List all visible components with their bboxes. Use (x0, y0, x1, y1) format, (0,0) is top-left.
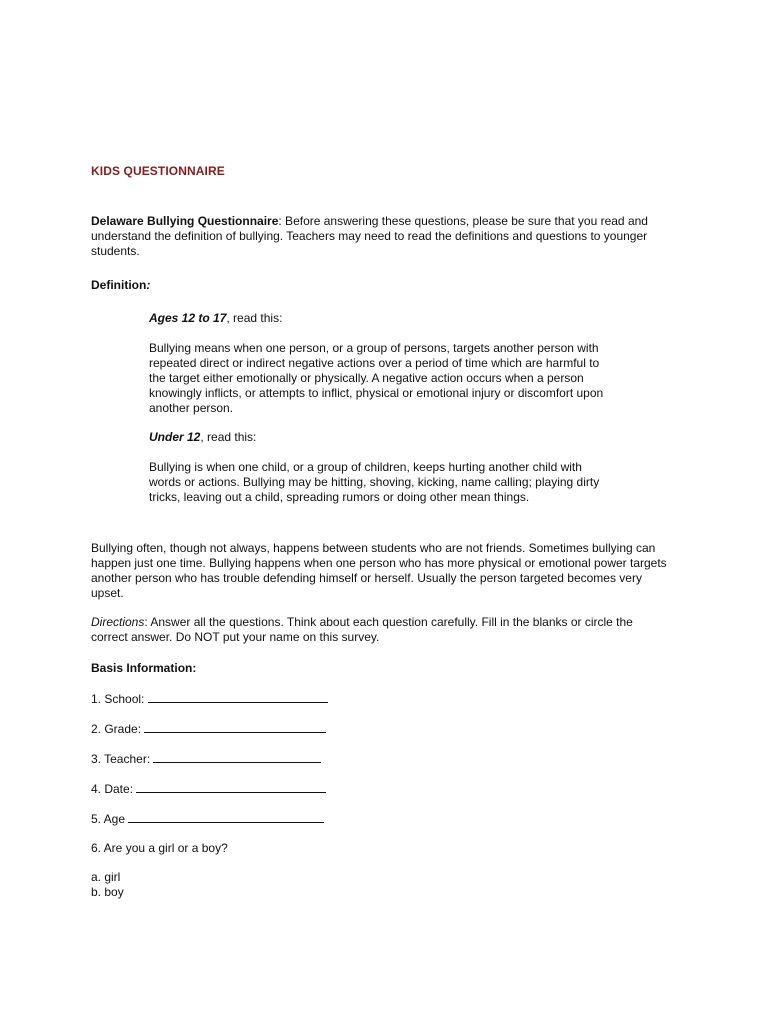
grade-field (91, 721, 326, 737)
ages-12-17-heading (149, 311, 629, 326)
age-field (91, 811, 324, 827)
grade-label: 2. Grade: (91, 722, 145, 736)
ages-12-17-suffix: , read this: (226, 311, 283, 325)
date-field (91, 781, 326, 797)
school-field (91, 691, 328, 707)
age-label: 5. Age (91, 812, 129, 826)
grade-blank[interactable] (144, 721, 326, 733)
under-12-label: Under 12 (149, 430, 201, 444)
directions-label: Directions (91, 615, 145, 629)
definition-colon: : (146, 278, 151, 292)
directions-text: : Answer all the questions. Think about each question carefully. Fill in the blanks or circle the correct answer. Do NOT put your name on this survey. (91, 615, 633, 644)
teacher-blank[interactable] (153, 751, 321, 763)
under-12-definition: Bullying is when one child, or a group of children, keeps hurting another child with words or actions. Bullying may be hitting, shoving, kicking, name calling; playing dirty tricks, leaving out a child, spreading rumors or doing other mean things. (149, 460, 600, 504)
school-label: 1. School: (91, 692, 148, 706)
school-blank[interactable] (148, 691, 328, 703)
definition-heading (91, 278, 150, 293)
date-label: 4. Date: (91, 782, 137, 796)
under-12-suffix: , read this: (200, 430, 257, 444)
date-blank[interactable] (136, 781, 326, 793)
intro-label: Delaware Bullying Questionnaire (91, 214, 279, 228)
teacher-field (91, 751, 321, 767)
intro-paragraph (91, 214, 691, 259)
question-6: 6. Are you a girl or a boy? (91, 841, 228, 855)
age-blank[interactable] (128, 811, 324, 823)
ages-12-17-definition: Bullying means when one person, or a group of persons, targets another person with repeated direct or indirect negative actions over a period of time which are harmful to the target either emotionally or physically. A negative action occurs when a person knowingly inflicts, or attempts to inflict, physical or emotional injury or discomfort upon another person. (149, 341, 604, 415)
directions-paragraph (91, 615, 671, 645)
teacher-label: 3. Teacher: (91, 752, 154, 766)
ages-12-17-label: Ages 12 to 17 (149, 311, 227, 325)
under-12-heading (149, 430, 629, 445)
intro-text: : Before answering these questions, please be sure that you read and understand the definition of bullying. Teachers may need to read the definitions and questions to younger students. (91, 214, 648, 258)
document-title: KIDS QUESTIONNAIRE (91, 164, 225, 178)
basis-information-heading: Basis Information: (91, 661, 197, 675)
general-paragraph: Bullying often, though not always, happens between students who are not friends. Sometimes bullying can happen just one time. Bullying happens when one person who has more physical or emotional power targets another person who has trouble defending himself or herself. Usually the person targeted becomes very upset. (91, 541, 667, 600)
option-girl[interactable]: a. girl (91, 870, 121, 884)
option-boy[interactable]: b. boy (91, 885, 124, 899)
definition-label: Definition (91, 278, 147, 292)
